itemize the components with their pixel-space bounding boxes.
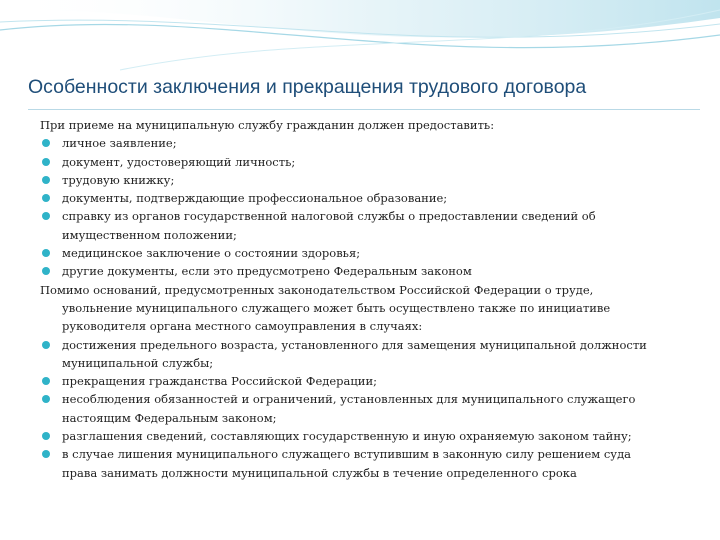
- list-item-text: достижения предельного возраста, установленного для замещения муниципальной должности: [62, 337, 647, 352]
- intro-2-line: руководителя органа местного самоуправления в случаях:: [62, 319, 423, 334]
- list-item: [40, 427, 690, 445]
- list-item: [40, 390, 690, 427]
- list-item: [40, 336, 690, 373]
- intro-2-line: Помимо оснований, предусмотренных законодательством Российской Федерации о труде,: [40, 282, 594, 297]
- list-item-text: права занимать должности муниципальной службы в течение определенного срока: [62, 465, 577, 480]
- list-item: [40, 207, 690, 244]
- list-item-text: другие документы, если это предусмотрено Федеральным законом: [62, 264, 472, 279]
- list-item-text: прекращения гражданства Российской Федерации;: [62, 374, 377, 389]
- bullet-icon: [42, 158, 50, 166]
- intro-2-line: увольнение муниципального служащего может быть осуществлено также по инициативе: [62, 300, 611, 315]
- slide-title: Особенности заключения и прекращения трудового договора: [28, 76, 587, 98]
- dismissal-grounds-list: [40, 336, 690, 482]
- list-item-text: справку из органов государственной налоговой службы о предоставлении сведений об: [62, 209, 596, 224]
- list-item-text: в случае лишения муниципального служащего вступившим в законную силу решением суда: [62, 447, 632, 462]
- list-item: [40, 244, 690, 262]
- bullet-icon: [42, 341, 50, 349]
- intro-paragraph-1: При приеме на муниципальную службу гражданин должен предоставить:: [40, 118, 495, 132]
- list-item-text: разглашения сведений, составляющих государственную и иную охраняемую законом тайну;: [62, 429, 632, 444]
- list-item-text: настоящим Федеральным законом;: [62, 410, 277, 425]
- list-item: [40, 262, 690, 280]
- list-item: [40, 134, 690, 152]
- required-documents-list: [40, 134, 690, 280]
- bullet-icon: [42, 249, 50, 257]
- bullet-icon: [42, 450, 50, 458]
- list-item: [40, 372, 690, 390]
- list-item-text: документ, удостоверяющий личность;: [62, 154, 296, 169]
- bullet-icon: [42, 377, 50, 385]
- title-divider: [28, 109, 700, 110]
- list-item: [40, 171, 690, 189]
- list-item-text: трудовую книжку;: [62, 172, 175, 187]
- list-item: [40, 189, 690, 207]
- list-item-text: муниципальной службы;: [62, 355, 214, 370]
- slide-body: [40, 116, 690, 482]
- bullet-icon: [42, 267, 50, 275]
- list-item-text: медицинское заключение о состоянии здоровья;: [62, 246, 361, 261]
- list-item: [40, 445, 690, 482]
- list-item-text: имущественном положении;: [62, 227, 237, 242]
- bullet-icon: [42, 176, 50, 184]
- list-item-text: документы, подтверждающие профессиональное образование;: [62, 191, 448, 206]
- header-wave-decoration: [0, 0, 720, 80]
- bullet-icon: [42, 395, 50, 403]
- list-item-text: несоблюдения обязанностей и ограничений, установленных для муниципального служащего: [62, 392, 636, 407]
- list-item-text: личное заявление;: [62, 136, 177, 151]
- bullet-icon: [42, 212, 50, 220]
- intro-paragraph-2: [40, 281, 690, 336]
- bullet-icon: [42, 432, 50, 440]
- bullet-icon: [42, 194, 50, 202]
- bullet-icon: [42, 139, 50, 147]
- list-item: [40, 153, 690, 171]
